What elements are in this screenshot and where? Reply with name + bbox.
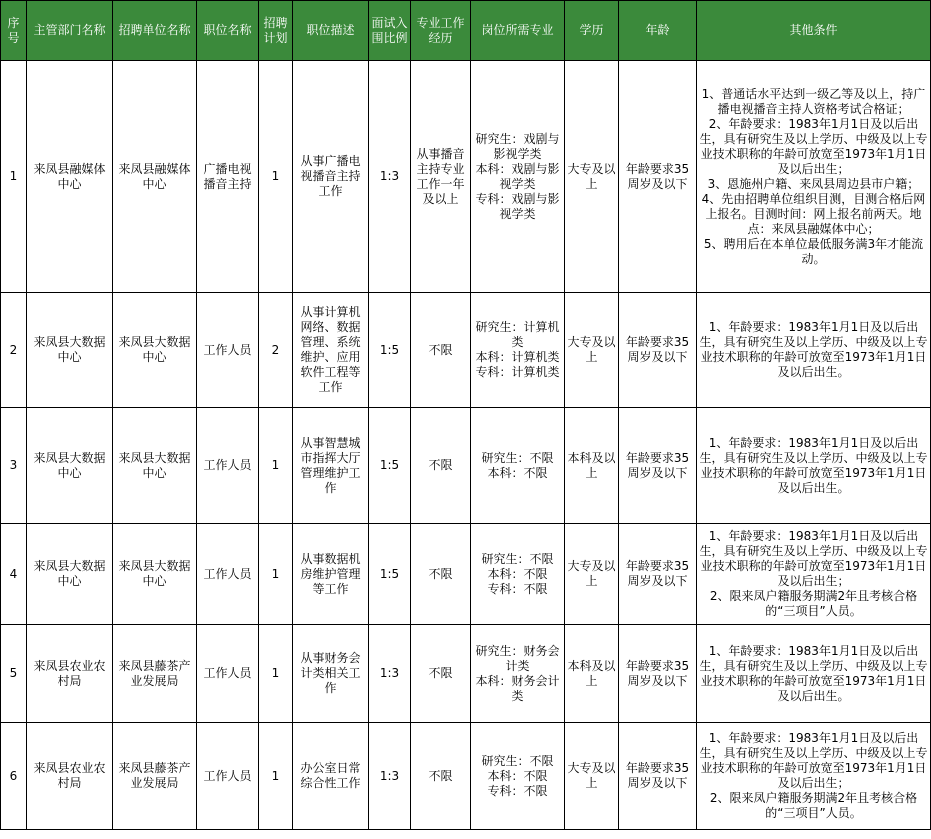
header-seq: 序号 xyxy=(1,1,27,61)
cell-other xyxy=(697,293,931,408)
major-line: 研究生：不限 xyxy=(481,551,554,566)
cell-plan: 1 xyxy=(259,723,293,830)
cell-plan: 1 xyxy=(259,524,293,625)
other-line: 1、年龄要求：1983年1月1日及以后出生，具有研究生及以上学历、中级及以上专业技术职称的年龄可放宽至1973年1月1日及以后出生； xyxy=(699,529,928,588)
cell-major xyxy=(471,625,565,723)
major-line: 研究生：戏剧与影视学类 xyxy=(475,131,560,161)
cell-desc: 从事财务会计类相关工作 xyxy=(293,625,369,723)
header-dept: 主管部门名称 xyxy=(27,1,113,61)
cell-major xyxy=(471,61,565,293)
cell-plan: 2 xyxy=(259,293,293,408)
cell-dept: 来凤县大数据中心 xyxy=(27,524,113,625)
header-age: 年龄 xyxy=(619,1,697,61)
table-row xyxy=(1,625,931,723)
major-line: 专科：计算机类 xyxy=(475,365,560,379)
cell-plan: 1 xyxy=(259,61,293,293)
header-other: 其他条件 xyxy=(697,1,931,61)
cell-experience: 不限 xyxy=(411,293,471,408)
cell-other xyxy=(697,625,931,723)
cell-edu: 大专及以上 xyxy=(565,723,619,830)
cell-experience: 从事播音主持专业工作一年及以上 xyxy=(411,61,471,293)
cell-age: 年龄要求35周岁及以下 xyxy=(619,61,697,293)
cell-plan: 1 xyxy=(259,625,293,723)
cell-position: 工作人员 xyxy=(197,625,259,723)
cell-desc: 从事计算机网络、数据管理、系统维护、应用软件工程等工作 xyxy=(293,293,369,408)
header-desc: 职位描述 xyxy=(293,1,369,61)
table-row xyxy=(1,61,931,293)
major-line: 本科：不限 xyxy=(487,768,548,783)
table-row xyxy=(1,524,931,625)
other-line: 1、年龄要求：1983年1月1日及以后出生，具有研究生及以上学历、中级及以上专业技术职称的年龄可放宽至1973年1月1日及以后出生。 xyxy=(699,320,928,379)
cell-position: 广播电视播音主持 xyxy=(197,61,259,293)
cell-experience: 不限 xyxy=(411,625,471,723)
cell-edu: 本科及以上 xyxy=(565,625,619,723)
cell-age: 年龄要求35周岁及以下 xyxy=(619,723,697,830)
cell-unit: 来凤县藤茶产业发展局 xyxy=(113,723,197,830)
header-ratio: 面试入围比例 xyxy=(369,1,411,61)
major-line: 专科：戏剧与影视学类 xyxy=(475,191,560,221)
cell-major xyxy=(471,408,565,524)
major-line: 专科：不限 xyxy=(487,581,548,596)
cell-position: 工作人员 xyxy=(197,293,259,408)
other-line: 3、恩施州户籍、来凤县周边县市户籍； xyxy=(707,176,920,191)
cell-edu: 大专及以上 xyxy=(565,293,619,408)
cell-seq: 3 xyxy=(1,408,27,524)
cell-unit: 来凤县大数据中心 xyxy=(113,408,197,524)
major-line: 研究生：财务会计类 xyxy=(475,643,560,673)
header-row xyxy=(1,1,931,61)
cell-ratio: 1:5 xyxy=(369,293,411,408)
cell-seq: 2 xyxy=(1,293,27,408)
major-line: 本科：不限 xyxy=(487,465,548,480)
cell-experience: 不限 xyxy=(411,524,471,625)
table-row xyxy=(1,723,931,830)
other-line: 2、限来凤户籍服务期满2年且考核合格的“三项目”人员。 xyxy=(709,791,918,820)
major-line: 专科：不限 xyxy=(487,783,548,798)
cell-ratio: 1:3 xyxy=(369,625,411,723)
cell-edu: 大专及以上 xyxy=(565,524,619,625)
cell-other xyxy=(697,61,931,293)
cell-edu: 本科及以上 xyxy=(565,408,619,524)
cell-seq: 5 xyxy=(1,625,27,723)
table-row xyxy=(1,408,931,524)
cell-seq: 6 xyxy=(1,723,27,830)
cell-unit: 来凤县大数据中心 xyxy=(113,524,197,625)
cell-ratio: 1:3 xyxy=(369,723,411,830)
cell-edu: 大专及以上 xyxy=(565,61,619,293)
table-row xyxy=(1,293,931,408)
major-line: 本科：财务会计类 xyxy=(475,673,560,703)
cell-dept: 来凤县融媒体中心 xyxy=(27,61,113,293)
major-line: 本科：戏剧与影视学类 xyxy=(475,161,560,191)
cell-major xyxy=(471,524,565,625)
major-line: 本科：不限 xyxy=(487,566,548,581)
cell-ratio: 1:5 xyxy=(369,524,411,625)
cell-desc: 从事智慧城市指挥大厅管理维护工作 xyxy=(293,408,369,524)
other-line: 4、先由招聘单位组织目测，目测合格后网上报名。目测时间：网上报名前两天。地点：来凤县融媒体中心； xyxy=(701,191,926,236)
other-line: 1、年龄要求：1983年1月1日及以后出生，具有研究生及以上学历、中级及以上专业技术职称的年龄可放宽至1973年1月1日及以后出生。 xyxy=(699,435,928,495)
header-position: 职位名称 xyxy=(197,1,259,61)
other-line: 1、普通话水平达到一级乙等及以上，持广播电视播音主持人资格考试合格证； xyxy=(701,86,926,116)
cell-unit: 来凤县大数据中心 xyxy=(113,293,197,408)
other-line: 1、年龄要求：1983年1月1日及以后出生，具有研究生及以上学历、中级及以上专业技术职称的年龄可放宽至1973年1月1日及以后出生； xyxy=(699,731,928,790)
other-line: 2、年龄要求：1983年1月1日及以后出生，具有研究生及以上学历、中级及以上专业技术职称的年龄可放宽至1973年1月1日及以后出生； xyxy=(699,116,928,176)
cell-ratio: 1:3 xyxy=(369,61,411,293)
cell-dept: 来凤县农业农村局 xyxy=(27,723,113,830)
cell-dept: 来凤县农业农村局 xyxy=(27,625,113,723)
cell-seq: 4 xyxy=(1,524,27,625)
major-line: 研究生：不限 xyxy=(481,450,554,465)
cell-age: 年龄要求35周岁及以下 xyxy=(619,293,697,408)
cell-desc: 从事数据机房维护管理等工作 xyxy=(293,524,369,625)
other-line: 5、聘用后在本单位最低服务满3年才能流动。 xyxy=(703,236,924,266)
major-line: 研究生：计算机类 xyxy=(475,320,560,349)
cell-age: 年龄要求35周岁及以下 xyxy=(619,408,697,524)
cell-seq: 1 xyxy=(1,61,27,293)
cell-plan: 1 xyxy=(259,408,293,524)
cell-other xyxy=(697,723,931,830)
cell-unit: 来凤县藤茶产业发展局 xyxy=(113,625,197,723)
cell-position: 工作人员 xyxy=(197,723,259,830)
cell-experience: 不限 xyxy=(411,723,471,830)
cell-position: 工作人员 xyxy=(197,524,259,625)
cell-experience: 不限 xyxy=(411,408,471,524)
cell-unit: 来凤县融媒体中心 xyxy=(113,61,197,293)
other-line: 2、限来凤户籍服务期满2年且考核合格的“三项目”人员。 xyxy=(709,589,918,618)
cell-major xyxy=(471,723,565,830)
cell-other xyxy=(697,408,931,524)
header-plan: 招聘计划 xyxy=(259,1,293,61)
cell-other xyxy=(697,524,931,625)
major-line: 研究生：不限 xyxy=(481,753,554,768)
cell-desc: 从事广播电视播音主持工作 xyxy=(293,61,369,293)
other-line: 1、年龄要求：1983年1月1日及以后出生，具有研究生及以上学历、中级及以上专业技术职称的年龄可放宽至1973年1月1日及以后出生。 xyxy=(699,643,928,703)
cell-desc: 办公室日常综合性工作 xyxy=(293,723,369,830)
cell-age: 年龄要求35周岁及以下 xyxy=(619,625,697,723)
cell-position: 工作人员 xyxy=(197,408,259,524)
cell-dept: 来凤县大数据中心 xyxy=(27,408,113,524)
header-unit: 招聘单位名称 xyxy=(113,1,197,61)
header-major: 岗位所需专业 xyxy=(471,1,565,61)
major-line: 本科：计算机类 xyxy=(475,350,560,364)
cell-ratio: 1:5 xyxy=(369,408,411,524)
header-experience: 专业工作经历 xyxy=(411,1,471,61)
cell-dept: 来凤县大数据中心 xyxy=(27,293,113,408)
cell-major xyxy=(471,293,565,408)
cell-age: 年龄要求35周岁及以下 xyxy=(619,524,697,625)
header-edu: 学历 xyxy=(565,1,619,61)
